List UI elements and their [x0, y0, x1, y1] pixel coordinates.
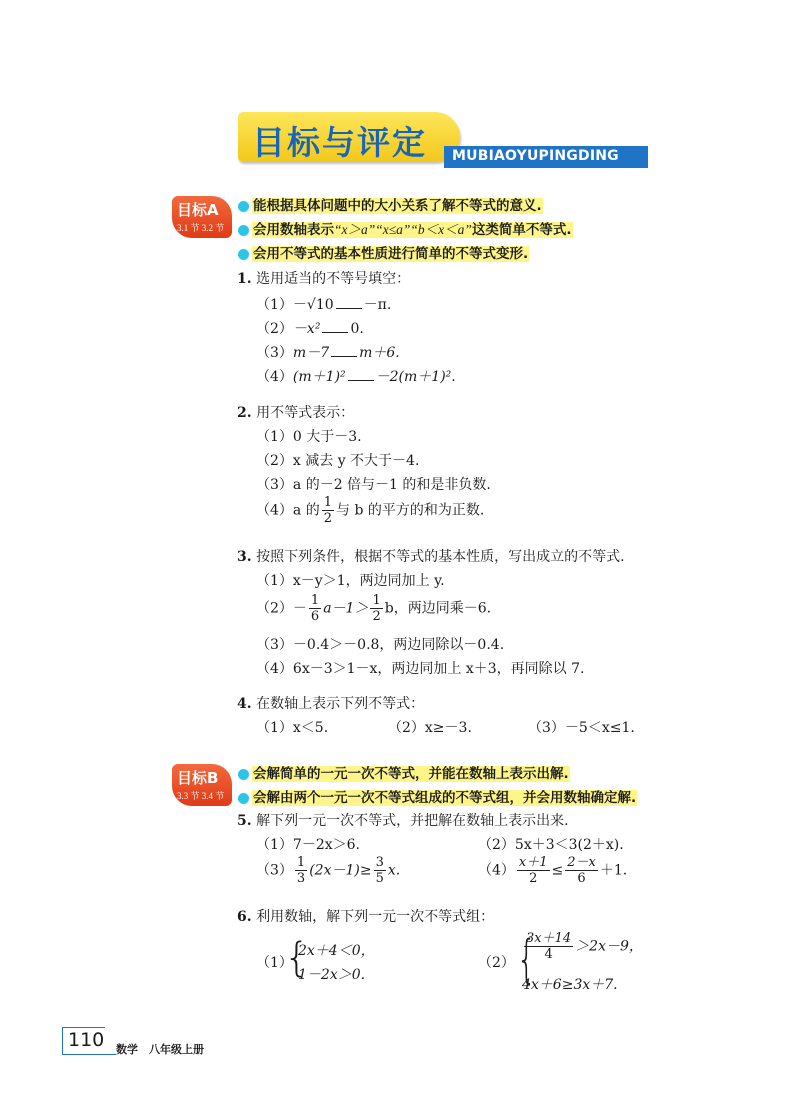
goal-b-sections: 3.3 节 3.4 节: [177, 791, 225, 801]
answer-blank[interactable]: [322, 320, 348, 333]
q6-part-2-label: （2）: [478, 955, 515, 971]
q3-part-2: （2）－ $\frac{1}{6}$ a－1＞ $\frac{1}{2}$ b，两边同乘－6.: [256, 593, 492, 624]
q2-stem: 2. 用不等式表示：: [237, 405, 355, 421]
q6-part-2-line-2: 4x＋6≥3x＋7.: [522, 977, 618, 993]
q2-part-2: （2）x 减去 y 不大于－4.: [256, 453, 420, 469]
q5-part-3: （3） $\frac{1}{3}$ (2x－1)≥ $\frac{3}{5}$ x.: [256, 855, 401, 886]
bullet-icon: [238, 793, 249, 804]
fraction: $\frac{1}{2}$: [323, 495, 332, 526]
goal-a-item-2: 会用数轴表示“x＞a”“x≤a”“b＜x＜a”这类简单不等式.: [238, 218, 573, 238]
q5-part-2: （2）5x＋3＜3(2＋x).: [478, 837, 624, 853]
q1-part-4: （4）(m＋1)² －2(m＋1)².: [256, 369, 456, 385]
q4-part-3: （3）－5＜x≤1.: [528, 720, 635, 736]
goal-a-badge-label: 目标A: [177, 201, 219, 219]
goal-b-badge-label: 目标B: [177, 769, 219, 787]
q2-part-1: （1）0 大于－3.: [256, 429, 362, 445]
goal-b-item-1: 会解简单的一元一次不等式，并能在数轴上表示出解.: [238, 762, 570, 782]
q4-part-2: （2）x≥－3.: [388, 720, 472, 736]
goal-b-item-2: 会解由两个一元一次不等式组成的不等式组，并会用数轴确定解.: [238, 786, 637, 806]
bullet-icon: [238, 249, 249, 260]
q6-part-1-line-2: 1－2x＞0.: [298, 967, 366, 983]
q3-stem: 3. 按照下列条件，根据不等式的基本性质，写出成立的不等式.: [237, 549, 625, 565]
q4-part-1: （1）x＜5.: [256, 720, 329, 736]
q3-part-4: （4）6x－3＞1－x，两边同加上 x＋3，再同除以 7.: [256, 661, 585, 677]
left-brace-icon: {: [284, 935, 310, 981]
q6-part-1-line-1: 2x＋4＜0，: [298, 943, 375, 959]
fraction: $\frac{2-x}{6}$: [567, 855, 596, 886]
q2-part-4: （4）a 的 $\frac{1}{2}$ 与 b 的平方的和为正数.: [256, 495, 485, 526]
answer-blank[interactable]: [331, 344, 357, 357]
page-number: 110: [68, 1029, 105, 1051]
bullet-icon: [238, 225, 249, 236]
q5-stem: 5. 解下列一元一次不等式，并把解在数轴上表示出来.: [237, 813, 569, 829]
fraction: $\frac{1}{3}$: [296, 855, 306, 886]
q3-part-3: （3）－0.4＞－0.8，两边同除以－0.4.: [256, 637, 505, 653]
q3-part-1: （1）x－y＞1，两边同加上 y.: [256, 573, 445, 589]
bullet-icon: [238, 769, 249, 780]
header-subtitle: MUBIAOYUPINGDING: [452, 148, 619, 164]
book-title: 数学 八年级上册: [116, 1043, 204, 1056]
fraction: $\frac{1}{6}$: [310, 593, 320, 624]
fraction: $\frac{3x+14}{4}$: [526, 931, 572, 962]
q2-part-3: （3）a 的－2 倍与－1 的和是非负数.: [256, 477, 491, 493]
header-title: 目标与评定: [252, 123, 427, 162]
fraction: $\frac{x+1}{2}$: [518, 855, 548, 886]
q6-part-2-line-1: $\frac{3x+14}{4}$ ＞2x－9，: [526, 931, 643, 962]
goal-a-sections: 3.1 节 3.2 节: [177, 223, 225, 233]
fraction: $\frac{3}{5}$: [375, 855, 384, 886]
goal-a-badge: [172, 196, 234, 240]
q1-part-3: （3）m－7 m＋6.: [256, 345, 400, 361]
q5-part-1: （1）7－2x＞6.: [256, 837, 360, 853]
answer-blank[interactable]: [336, 296, 362, 309]
q5-part-4: （4） $\frac{x+1}{2}$ ≤ $\frac{2-x}{6}$ ＋1.: [478, 855, 628, 886]
left-brace-icon: {: [516, 930, 537, 990]
q1-part-1: （1）－√10 －π.: [256, 297, 392, 313]
bullet-icon: [238, 201, 249, 212]
goal-a-item-3: 会用不等式的基本性质进行简单的不等式变形.: [238, 242, 529, 262]
goal-a-item-1: 能根据具体问题中的大小关系了解不等式的意义.: [238, 194, 543, 214]
q6-stem: 6. 利用数轴，解下列一元一次不等式组：: [237, 909, 495, 925]
goal-b-badge: [172, 764, 234, 808]
header-banner: [238, 112, 658, 174]
q1-part-2: （2）－x² 0.: [256, 321, 364, 337]
answer-blank[interactable]: [348, 368, 374, 381]
q4-stem: 4. 在数轴上表示下列不等式：: [237, 696, 425, 712]
q6-part-1-label: （1）: [256, 955, 293, 971]
q1-stem: 1. 选用适当的不等号填空：: [237, 271, 411, 287]
fraction: $\frac{1}{2}$: [372, 593, 381, 624]
